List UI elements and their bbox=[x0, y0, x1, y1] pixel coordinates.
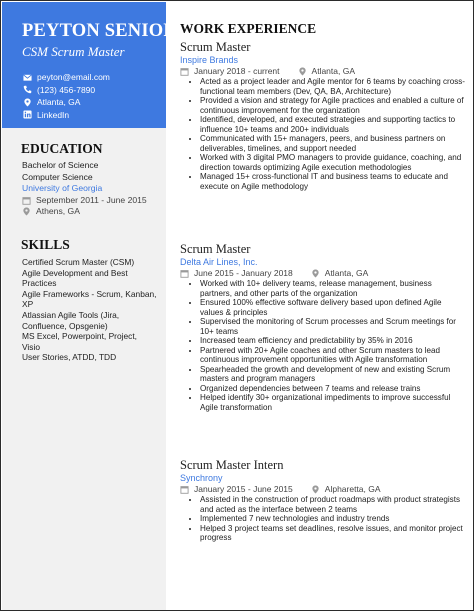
education-dates bbox=[22, 195, 147, 207]
calendar-icon bbox=[180, 485, 189, 494]
company-name: Synchrony bbox=[180, 473, 223, 483]
map-pin-icon bbox=[23, 98, 32, 107]
bullet-item: • Assisted in the construction of product roadmaps with product strategists and acted as the interface between 2 teams bbox=[200, 495, 465, 514]
calendar-icon bbox=[180, 67, 189, 76]
email-text: peyton@email.com bbox=[37, 72, 110, 82]
bullet-item: • Managed 15+ cross-functional IT and business teams to educate and execute on Agile methodology bbox=[200, 172, 465, 191]
map-pin-icon bbox=[22, 207, 31, 216]
company-name: Delta Air Lines, Inc. bbox=[180, 257, 258, 267]
education-heading: EDUCATION bbox=[21, 141, 103, 156]
job-bullets bbox=[180, 495, 465, 543]
school-name: University of Georgia bbox=[22, 183, 103, 193]
linkedin-text: LinkedIn bbox=[37, 109, 70, 120]
bullet-item: • Helped identify 30+ organizational impediments to improve successful Agile transformation bbox=[200, 393, 465, 412]
candidate-name: PEYTON SENIOR bbox=[22, 21, 177, 41]
education-location bbox=[22, 206, 147, 218]
skill-item: Atlassian Agile Tools (Jira, Confluence, Opsgenie) bbox=[22, 309, 120, 331]
education-details bbox=[22, 160, 147, 218]
job-dates: June 2015 - January 2018 bbox=[194, 268, 293, 278]
calendar-icon bbox=[22, 196, 31, 205]
degree-line-2: Computer Science bbox=[22, 171, 93, 182]
job-entry bbox=[180, 458, 465, 543]
contact-list bbox=[23, 71, 110, 121]
skill-item: User Stories, ATDD, TDD bbox=[22, 352, 117, 363]
bullet-item: • Implemented 7 new technologies and industry trends bbox=[200, 514, 465, 524]
contact-linkedin[interactable] bbox=[23, 109, 110, 121]
bullet-item: • Helped 3 project teams set deadlines, resolve issues, and monitor project progress bbox=[200, 524, 465, 543]
job-location bbox=[311, 484, 381, 495]
map-pin-icon bbox=[311, 485, 320, 494]
bullet-item: • Ensured 100% effective software delivery based upon defined Agile values & principles bbox=[200, 298, 465, 317]
bullet-item: • Worked with 10+ delivery teams, release management, business partners, and other parts of the organization bbox=[200, 279, 465, 298]
job-bullets bbox=[180, 279, 465, 412]
bullet-item: • Increased team efficiency and predictability by 35% in 2016 bbox=[200, 336, 465, 346]
bullet-item: • Organized dependencies between 7 teams and release trains bbox=[200, 384, 465, 394]
phone-text: (123) 456-7890 bbox=[37, 84, 96, 95]
bullet-item: • Partnered with 20+ Agile coaches and other Scrum masters to lead continuous improvement opportunities with Agile transformation bbox=[200, 346, 465, 365]
job-meta bbox=[180, 268, 465, 279]
job-entry bbox=[180, 40, 465, 191]
calendar-icon bbox=[180, 269, 189, 278]
contact-phone[interactable] bbox=[23, 84, 110, 96]
job-title: Scrum Master bbox=[180, 40, 251, 54]
contact-location bbox=[23, 96, 110, 108]
sidebar bbox=[2, 2, 177, 610]
job-location-text: Atlanta, GA bbox=[324, 268, 369, 278]
bullet-item: • Worked with 3 digital PMO managers to provide guidance, coaching, and direction towards optimizing Agile execution methodologies bbox=[200, 153, 465, 172]
bullet-item: • Spearheaded the growth and development of new and existing Scrum masters and program managers bbox=[200, 365, 465, 384]
job-title: Scrum Master Intern bbox=[180, 458, 284, 472]
job-location bbox=[311, 268, 368, 279]
job-location bbox=[298, 66, 355, 77]
skill-item: Agile Frameworks - Scrum, Kanban, XP bbox=[22, 288, 157, 310]
bullet-item: • Communicated with 15+ managers, peers, and business partners on deliverables, timelines, and support needed bbox=[200, 134, 465, 153]
job-location-text: Alpharetta, GA bbox=[324, 484, 381, 494]
job-dates: January 2018 - current bbox=[194, 66, 280, 76]
job-title: Scrum Master bbox=[180, 242, 251, 256]
linkedin-icon bbox=[23, 110, 32, 119]
header-block bbox=[2, 2, 177, 128]
skill-item: MS Excel, Powerpoint, Project, Visio bbox=[22, 331, 137, 352]
job-entry bbox=[180, 242, 465, 412]
job-meta bbox=[180, 66, 465, 77]
bullet-item: • Identified, developed, and executed strategies and supporting tactics to influence 10+ teams and 200+ individuals bbox=[200, 115, 465, 134]
job-location-text: Atlanta, GA bbox=[311, 66, 355, 76]
envelope-icon bbox=[23, 73, 32, 82]
job-dates: January 2015 - June 2015 bbox=[194, 484, 293, 494]
skill-item: Agile Development and Best Practices bbox=[22, 267, 128, 289]
job-bullets bbox=[180, 77, 465, 191]
contact-email[interactable] bbox=[23, 71, 110, 83]
skills-heading: SKILLS bbox=[21, 237, 70, 252]
job-meta bbox=[180, 484, 465, 495]
skills-list bbox=[22, 257, 157, 363]
phone-icon bbox=[23, 85, 32, 94]
degree-line-1: Bachelor of Science bbox=[22, 160, 99, 170]
company-name: Inspire Brands bbox=[180, 55, 239, 65]
map-pin-icon bbox=[298, 67, 307, 76]
education-dates-text: September 2011 - June 2015 bbox=[36, 194, 147, 205]
work-experience-heading: WORK EXPERIENCE bbox=[180, 21, 317, 36]
candidate-title: CSM Scrum Master bbox=[22, 44, 125, 59]
education-location-text: Athens, GA bbox=[36, 206, 80, 216]
bullet-item: • Provided a vision and strategy for Agile practices and enabled a culture of continuous improvement for the organization bbox=[200, 96, 465, 115]
location-text: Atlanta, GA bbox=[37, 97, 81, 107]
bullet-item: • Supervised the monitoring of Scrum processes and Scrum meetings for 10+ teams bbox=[200, 317, 465, 336]
bullet-item: • Acted as a project leader and Agile mentor for 6 teams by coaching cross-functional team members (Dev, QA, BA, Architecture) bbox=[200, 77, 465, 96]
skill-item: Certified Scrum Master (CSM) bbox=[22, 257, 135, 267]
map-pin-icon bbox=[311, 269, 320, 278]
